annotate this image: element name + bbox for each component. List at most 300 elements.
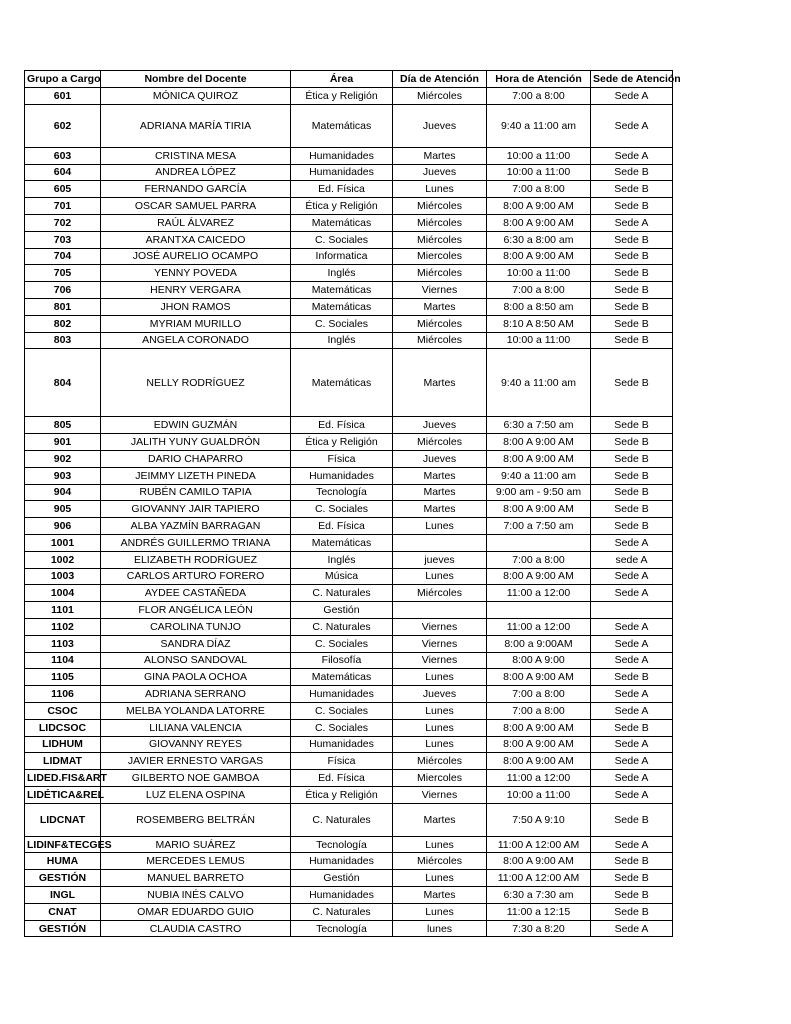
header-sede: Sede de Atención: [591, 71, 673, 88]
cell-dia: Lunes: [393, 702, 487, 719]
cell-hora: 11:00 A 12:00 AM: [487, 836, 591, 853]
cell-hora: 8:00 a 8:50 am: [487, 298, 591, 315]
cell-sede: Sede A: [591, 836, 673, 853]
cell-sede: Sede A: [591, 568, 673, 585]
cell-grupo: CNAT: [25, 903, 101, 920]
cell-grupo: 801: [25, 298, 101, 315]
cell-nombre: CAROLINA TUNJO: [101, 618, 291, 635]
cell-hora: 8:00 A 9:00 AM: [487, 450, 591, 467]
cell-hora: [487, 534, 591, 551]
cell-hora: 8:00 A 9:00 AM: [487, 248, 591, 265]
cell-area: Inglés: [291, 265, 393, 282]
cell-sede: Sede B: [591, 198, 673, 215]
table-row: [25, 349, 673, 417]
cell-area: Humanidades: [291, 164, 393, 181]
cell-nombre: ANDRÉS GUILLERMO TRIANA: [101, 534, 291, 551]
table-row: [25, 585, 673, 602]
cell-area: Humanidades: [291, 853, 393, 870]
cell-nombre: MYRIAM MURILLO: [101, 315, 291, 332]
cell-dia: Lunes: [393, 568, 487, 585]
cell-sede: Sede A: [591, 147, 673, 164]
cell-nombre: MÓNICA QUIROZ: [101, 88, 291, 105]
cell-area: Matemáticas: [291, 214, 393, 231]
cell-area: Inglés: [291, 332, 393, 349]
cell-grupo: 1002: [25, 551, 101, 568]
cell-area: Matemáticas: [291, 282, 393, 299]
cell-area: Humanidades: [291, 686, 393, 703]
cell-grupo: 804: [25, 349, 101, 417]
cell-dia: Lunes: [393, 903, 487, 920]
table-row: [25, 669, 673, 686]
cell-hora: 8:10 A 8:50 AM: [487, 315, 591, 332]
cell-area: Gestión: [291, 870, 393, 887]
cell-dia: Martes: [393, 484, 487, 501]
cell-grupo: 903: [25, 467, 101, 484]
cell-grupo: 902: [25, 450, 101, 467]
cell-dia: Martes: [393, 803, 487, 836]
table-row: [25, 484, 673, 501]
cell-grupo: 1105: [25, 669, 101, 686]
cell-hora: 8:00 A 9:00 AM: [487, 719, 591, 736]
cell-nombre: NUBIA INÉS CALVO: [101, 887, 291, 904]
cell-grupo: GESTIÓN: [25, 870, 101, 887]
cell-grupo: LIDÉTICA&REL: [25, 786, 101, 803]
header-grupo: Grupo a Cargo: [25, 71, 101, 88]
cell-nombre: LUZ ELENA OSPINA: [101, 786, 291, 803]
cell-nombre: YENNY POVEDA: [101, 265, 291, 282]
cell-area: C. Sociales: [291, 635, 393, 652]
schedule-table: [24, 70, 681, 937]
table-row: [25, 147, 673, 164]
cell-hora: 8:00 A 9:00: [487, 652, 591, 669]
cell-sede: Sede B: [591, 332, 673, 349]
cell-area: Matemáticas: [291, 349, 393, 417]
cell-sede: Sede A: [591, 585, 673, 602]
cell-dia: Martes: [393, 349, 487, 417]
cell-sede: Sede B: [591, 669, 673, 686]
cell-sede: Sede A: [591, 702, 673, 719]
cell-dia: Viernes: [393, 618, 487, 635]
cell-grupo: 706: [25, 282, 101, 299]
cell-grupo: 803: [25, 332, 101, 349]
cell-dia: Martes: [393, 298, 487, 315]
cell-sede: Sede A: [591, 652, 673, 669]
cell-dia: Miércoles: [393, 198, 487, 215]
cell-sede: Sede B: [591, 231, 673, 248]
cell-dia: jueves: [393, 551, 487, 568]
cell-dia: Miercoles: [393, 770, 487, 787]
header-hora: Hora de Atención: [487, 71, 591, 88]
cell-grupo: 1001: [25, 534, 101, 551]
cell-area: C. Sociales: [291, 231, 393, 248]
cell-area: Tecnología: [291, 836, 393, 853]
table-row: [25, 753, 673, 770]
cell-grupo: LIDINF&TECGES: [25, 836, 101, 853]
table-row: [25, 231, 673, 248]
cell-nombre: MELBA YOLANDA LATORRE: [101, 702, 291, 719]
cell-grupo: 701: [25, 198, 101, 215]
table-row: [25, 104, 673, 147]
cell-nombre: ALONSO SANDOVAL: [101, 652, 291, 669]
cell-sede: Sede A: [591, 920, 673, 937]
cell-sede: Sede B: [591, 518, 673, 535]
cell-dia: Miércoles: [393, 214, 487, 231]
table-row: [25, 332, 673, 349]
cell-hora: 7:00 a 8:00: [487, 88, 591, 105]
cell-dia: Lunes: [393, 181, 487, 198]
table-row: [25, 164, 673, 181]
cell-hora: 10:00 a 11:00: [487, 164, 591, 181]
cell-grupo: 906: [25, 518, 101, 535]
cell-dia: Lunes: [393, 836, 487, 853]
table-row: [25, 887, 673, 904]
cell-grupo: 1102: [25, 618, 101, 635]
cell-dia: Miércoles: [393, 434, 487, 451]
cell-dia: Martes: [393, 501, 487, 518]
cell-grupo: 604: [25, 164, 101, 181]
table-row: [25, 282, 673, 299]
cell-grupo: HUMA: [25, 853, 101, 870]
cell-sede: Sede B: [591, 467, 673, 484]
cell-nombre: GILBERTO NOE GAMBOA: [101, 770, 291, 787]
cell-nombre: JOSÉ AURELIO OCAMPO: [101, 248, 291, 265]
cell-grupo: LIDHUM: [25, 736, 101, 753]
cell-hora: 7:30 a 8:20: [487, 920, 591, 937]
cell-hora: 11:00 a 12:00: [487, 585, 591, 602]
cell-area: Matemáticas: [291, 534, 393, 551]
cell-sede: Sede A: [591, 214, 673, 231]
cell-grupo: 905: [25, 501, 101, 518]
cell-hora: 7:00 a 8:00: [487, 551, 591, 568]
cell-dia: [393, 602, 487, 619]
cell-grupo: 601: [25, 88, 101, 105]
cell-sede: Sede B: [591, 434, 673, 451]
cell-grupo: INGL: [25, 887, 101, 904]
cell-area: Ética y Religión: [291, 198, 393, 215]
cell-hora: 8:00 A 9:00 AM: [487, 568, 591, 585]
cell-hora: 11:00 a 12:00: [487, 618, 591, 635]
cell-grupo: 703: [25, 231, 101, 248]
cell-grupo: 1106: [25, 686, 101, 703]
cell-nombre: JEIMMY LIZETH PINEDA: [101, 467, 291, 484]
cell-dia: Miércoles: [393, 265, 487, 282]
cell-sede: Sede A: [591, 635, 673, 652]
cell-dia: lunes: [393, 920, 487, 937]
table-row: [25, 534, 673, 551]
table-row: [25, 853, 673, 870]
cell-nombre: DARIO CHAPARRO: [101, 450, 291, 467]
cell-grupo: 1104: [25, 652, 101, 669]
cell-area: Física: [291, 753, 393, 770]
cell-hora: 8:00 A 9:00 AM: [487, 434, 591, 451]
table-row: [25, 903, 673, 920]
cell-dia: Lunes: [393, 736, 487, 753]
cell-hora: 7:00 a 7:50 am: [487, 518, 591, 535]
cell-nombre: AYDEE CASTAÑEDA: [101, 585, 291, 602]
table-row: [25, 467, 673, 484]
cell-area: Matemáticas: [291, 298, 393, 315]
cell-hora: 8:00 A 9:00 AM: [487, 753, 591, 770]
cell-sede: Sede B: [591, 903, 673, 920]
cell-nombre: LILIANA VALENCIA: [101, 719, 291, 736]
cell-grupo: LIDED.FIS&ART: [25, 770, 101, 787]
cell-dia: Martes: [393, 467, 487, 484]
cell-nombre: ROSEMBERG BELTRÁN: [101, 803, 291, 836]
cell-dia: Lunes: [393, 669, 487, 686]
cell-nombre: JAVIER ERNESTO VARGAS: [101, 753, 291, 770]
cell-sede: Sede A: [591, 736, 673, 753]
cell-hora: 8:00 A 9:00 AM: [487, 736, 591, 753]
cell-sede: Sede A: [591, 753, 673, 770]
table-row: [25, 181, 673, 198]
table-row: [25, 870, 673, 887]
cell-hora: 9:40 a 11:00 am: [487, 467, 591, 484]
cell-grupo: LIDCSOC: [25, 719, 101, 736]
cell-grupo: 1103: [25, 635, 101, 652]
cell-area: Inglés: [291, 551, 393, 568]
cell-hora: 8:00 a 9:00AM: [487, 635, 591, 652]
table-row: [25, 450, 673, 467]
cell-area: C. Sociales: [291, 315, 393, 332]
cell-dia: Viernes: [393, 282, 487, 299]
cell-area: Humanidades: [291, 736, 393, 753]
cell-hora: 10:00 a 11:00: [487, 786, 591, 803]
cell-sede: Sede A: [591, 618, 673, 635]
cell-nombre: HENRY VERGARA: [101, 282, 291, 299]
cell-area: Ed. Física: [291, 770, 393, 787]
table-row: [25, 686, 673, 703]
table-row: [25, 434, 673, 451]
cell-hora: [487, 602, 591, 619]
cell-grupo: 602: [25, 104, 101, 147]
table-row: [25, 786, 673, 803]
cell-nombre: ADRIANA MARÍA TIRIA: [101, 104, 291, 147]
cell-grupo: 805: [25, 417, 101, 434]
cell-nombre: EDWIN GUZMÁN: [101, 417, 291, 434]
header-dia: Día de Atención: [393, 71, 487, 88]
cell-sede: Sede B: [591, 501, 673, 518]
cell-sede: Sede B: [591, 248, 673, 265]
table-row: [25, 198, 673, 215]
cell-dia: Miércoles: [393, 753, 487, 770]
cell-grupo: 705: [25, 265, 101, 282]
cell-area: Ed. Física: [291, 518, 393, 535]
cell-area: Ed. Física: [291, 417, 393, 434]
cell-grupo: 605: [25, 181, 101, 198]
table-row: [25, 652, 673, 669]
cell-grupo: CSOC: [25, 702, 101, 719]
table-row: [25, 315, 673, 332]
table-row: [25, 568, 673, 585]
table-row: [25, 702, 673, 719]
cell-grupo: 1004: [25, 585, 101, 602]
cell-area: Humanidades: [291, 887, 393, 904]
cell-dia: Miercoles: [393, 248, 487, 265]
table-row: [25, 618, 673, 635]
schedule-body: [25, 88, 673, 937]
table-row: [25, 551, 673, 568]
cell-dia: Jueves: [393, 164, 487, 181]
cell-dia: Jueves: [393, 450, 487, 467]
cell-hora: 6:30 a 7:50 am: [487, 417, 591, 434]
cell-hora: 8:00 A 9:00 AM: [487, 669, 591, 686]
cell-dia: Martes: [393, 147, 487, 164]
cell-hora: 6:30 a 7:30 am: [487, 887, 591, 904]
cell-nombre: RAÚL ÁLVAREZ: [101, 214, 291, 231]
cell-sede: Sede A: [591, 686, 673, 703]
cell-area: C. Naturales: [291, 585, 393, 602]
cell-hora: 7:00 a 8:00: [487, 282, 591, 299]
table-row: [25, 602, 673, 619]
cell-grupo: LIDCNAT: [25, 803, 101, 836]
cell-area: Ética y Religión: [291, 786, 393, 803]
cell-sede: Sede B: [591, 887, 673, 904]
cell-sede: Sede B: [591, 349, 673, 417]
cell-dia: Viernes: [393, 652, 487, 669]
cell-dia: Miércoles: [393, 315, 487, 332]
cell-sede: Sede B: [591, 298, 673, 315]
cell-sede: Sede B: [591, 870, 673, 887]
cell-area: C. Sociales: [291, 702, 393, 719]
cell-sede: sede A: [591, 551, 673, 568]
table-row: [25, 501, 673, 518]
cell-area: Ed. Física: [291, 181, 393, 198]
cell-nombre: CARLOS ARTURO FORERO: [101, 568, 291, 585]
table-row: [25, 88, 673, 105]
cell-grupo: LIDMAT: [25, 753, 101, 770]
cell-hora: 9:40 a 11:00 am: [487, 104, 591, 147]
cell-hora: 11:00 A 12:00 AM: [487, 870, 591, 887]
cell-grupo: 1101: [25, 602, 101, 619]
cell-hora: 11:00 a 12:00: [487, 770, 591, 787]
cell-grupo: 904: [25, 484, 101, 501]
cell-dia: Jueves: [393, 104, 487, 147]
cell-area: C. Naturales: [291, 803, 393, 836]
cell-nombre: OSCAR SAMUEL PARRA: [101, 198, 291, 215]
cell-nombre: FLOR ANGÉLICA LEÓN: [101, 602, 291, 619]
table-row: [25, 920, 673, 937]
cell-area: Música: [291, 568, 393, 585]
table-row: [25, 265, 673, 282]
cell-dia: Miércoles: [393, 853, 487, 870]
cell-nombre: RUBÉN CAMILO TAPIA: [101, 484, 291, 501]
cell-area: C. Naturales: [291, 903, 393, 920]
cell-dia: Miércoles: [393, 88, 487, 105]
cell-dia: Viernes: [393, 786, 487, 803]
cell-area: Matemáticas: [291, 104, 393, 147]
cell-sede: Sede B: [591, 853, 673, 870]
cell-nombre: MARIO SUÁREZ: [101, 836, 291, 853]
table-row: [25, 736, 673, 753]
cell-area: Física: [291, 450, 393, 467]
cell-area: C. Sociales: [291, 501, 393, 518]
cell-sede: Sede B: [591, 315, 673, 332]
cell-dia: [393, 534, 487, 551]
cell-sede: Sede B: [591, 282, 673, 299]
cell-sede: Sede B: [591, 164, 673, 181]
cell-sede: Sede B: [591, 181, 673, 198]
cell-dia: Miércoles: [393, 231, 487, 248]
cell-nombre: GIOVANNY JAIR TAPIERO: [101, 501, 291, 518]
cell-hora: 11:00 a 12:15: [487, 903, 591, 920]
cell-hora: 8:00 A 9:00 AM: [487, 214, 591, 231]
table-row: [25, 803, 673, 836]
cell-dia: Martes: [393, 887, 487, 904]
header-area: Área: [291, 71, 393, 88]
cell-sede: Sede A: [591, 534, 673, 551]
cell-dia: Lunes: [393, 719, 487, 736]
cell-hora: 9:40 a 11:00 am: [487, 349, 591, 417]
table-row: [25, 518, 673, 535]
cell-area: C. Sociales: [291, 719, 393, 736]
cell-grupo: 603: [25, 147, 101, 164]
cell-hora: 7:00 a 8:00: [487, 702, 591, 719]
cell-nombre: ADRIANA SERRANO: [101, 686, 291, 703]
cell-nombre: ANDREA LÓPEZ: [101, 164, 291, 181]
cell-hora: 10:00 a 11:00: [487, 332, 591, 349]
cell-sede: Sede B: [591, 803, 673, 836]
cell-hora: 10:00 a 11:00: [487, 265, 591, 282]
cell-sede: Sede A: [591, 104, 673, 147]
cell-grupo: 702: [25, 214, 101, 231]
cell-area: Ética y Religión: [291, 434, 393, 451]
cell-sede: Sede B: [591, 417, 673, 434]
cell-grupo: 1003: [25, 568, 101, 585]
cell-hora: 8:00 A 9:00 AM: [487, 853, 591, 870]
cell-dia: Jueves: [393, 417, 487, 434]
cell-area: Matemáticas: [291, 669, 393, 686]
cell-nombre: FERNANDO GARCÍA: [101, 181, 291, 198]
table-row: [25, 635, 673, 652]
cell-nombre: GIOVANNY REYES: [101, 736, 291, 753]
cell-area: Tecnología: [291, 484, 393, 501]
cell-nombre: CLAUDIA CASTRO: [101, 920, 291, 937]
cell-hora: 8:00 A 9:00 AM: [487, 501, 591, 518]
cell-nombre: ELIZABETH RODRÍGUEZ: [101, 551, 291, 568]
cell-grupo: 802: [25, 315, 101, 332]
cell-nombre: CRISTINA MESA: [101, 147, 291, 164]
cell-sede: Sede A: [591, 88, 673, 105]
cell-nombre: JALITH YUNY GUALDRÓN: [101, 434, 291, 451]
cell-sede: [591, 602, 673, 619]
cell-hora: 10:00 a 11:00: [487, 147, 591, 164]
cell-sede: Sede B: [591, 265, 673, 282]
cell-nombre: NELLY RODRÍGUEZ: [101, 349, 291, 417]
cell-grupo: 704: [25, 248, 101, 265]
cell-nombre: OMAR EDUARDO GUIO: [101, 903, 291, 920]
cell-grupo: GESTIÓN: [25, 920, 101, 937]
cell-dia: Lunes: [393, 518, 487, 535]
table-row: [25, 719, 673, 736]
cell-hora: 7:00 a 8:00: [487, 686, 591, 703]
cell-area: Informatica: [291, 248, 393, 265]
cell-dia: Miércoles: [393, 332, 487, 349]
header-nombre: Nombre del Docente: [101, 71, 291, 88]
cell-area: Humanidades: [291, 147, 393, 164]
cell-hora: 8:00 A 9:00 AM: [487, 198, 591, 215]
cell-sede: Sede B: [591, 719, 673, 736]
cell-dia: Jueves: [393, 686, 487, 703]
cell-dia: Viernes: [393, 635, 487, 652]
cell-sede: Sede B: [591, 484, 673, 501]
header-row: [25, 71, 673, 88]
cell-area: Filosofía: [291, 652, 393, 669]
cell-area: Tecnología: [291, 920, 393, 937]
cell-nombre: JHON RAMOS: [101, 298, 291, 315]
cell-area: Gestión: [291, 602, 393, 619]
cell-sede: Sede B: [591, 450, 673, 467]
cell-nombre: MERCEDES LEMUS: [101, 853, 291, 870]
